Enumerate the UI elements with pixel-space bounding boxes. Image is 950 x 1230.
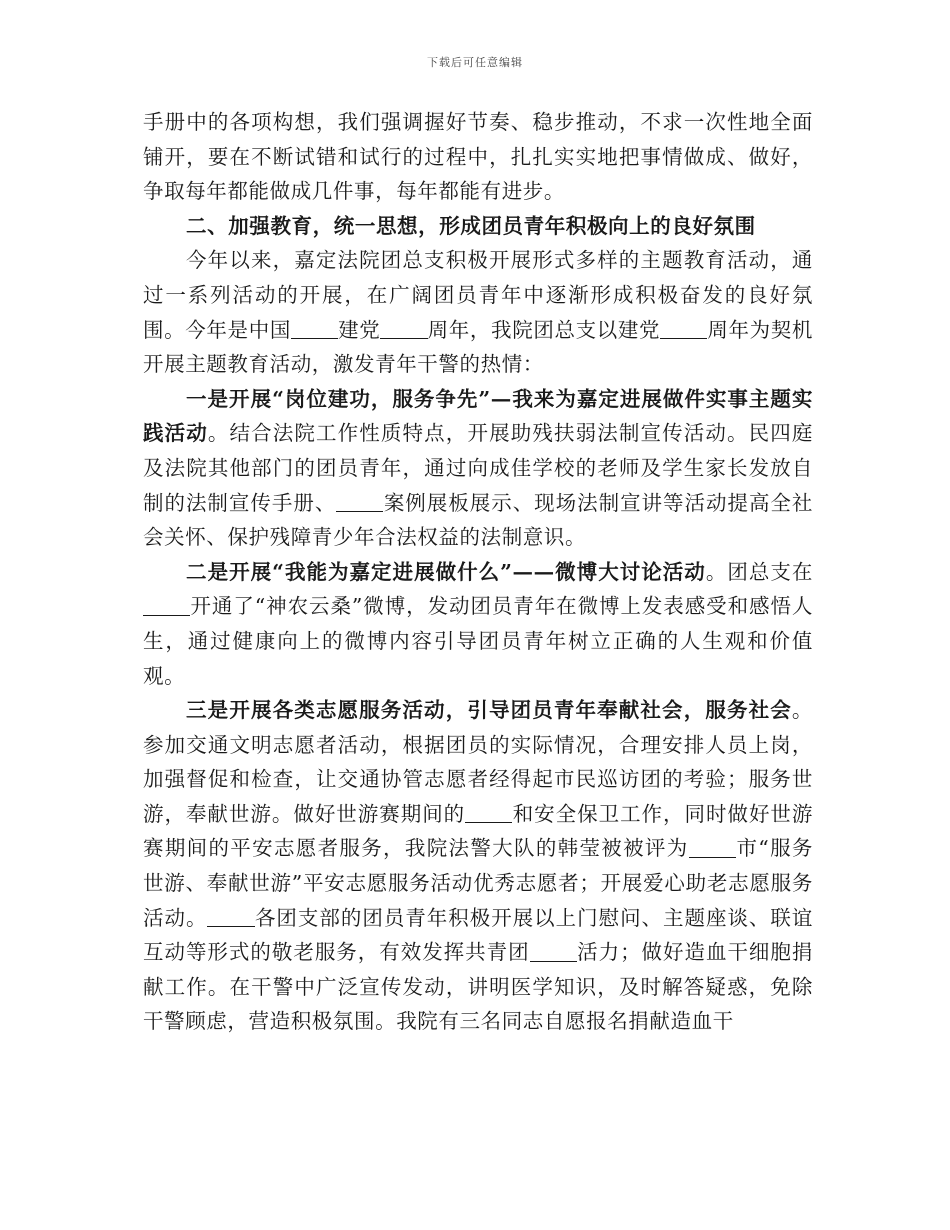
blank-line bbox=[660, 318, 707, 340]
text-run: 各团支部的团员青年积极开展以上门慰问、主题座谈、联谊互动等形式的敬老服务，有效发挥共青团 bbox=[143, 905, 813, 965]
text-run: 。团总支在 bbox=[705, 559, 813, 584]
blank-line bbox=[530, 940, 577, 962]
blank-line bbox=[143, 594, 190, 616]
text-run: 周年为契机开展主题教育活动，激发青年干警的热情： bbox=[143, 317, 814, 377]
blank-line bbox=[689, 836, 736, 858]
text-run: 建党 bbox=[338, 317, 381, 342]
text-run: 开通了“神农云桑”微博，发动团员青年在微博上发表感受和感悟人生，通过健康向上的微博内容引导团员青年树立正确的人生观和价值观。 bbox=[143, 594, 813, 688]
paragraph-theme-education bbox=[143, 243, 813, 381]
paragraph-activity-3 bbox=[143, 693, 813, 1039]
blank-line bbox=[380, 318, 427, 340]
text-run: 案例展板展示、现场法制宣讲等活动提高全社会关怀、保护残障青少年合法权益的法制意识。 bbox=[143, 490, 814, 550]
activity-title-1: 一是开展“岗位建功，服务争先”—我来为嘉定进展做件实事主题实践活动 bbox=[143, 386, 813, 446]
section-heading-2: 二、加强教育，统一思想，形成团员青年积极向上的良好氛围 bbox=[186, 213, 756, 238]
document-body bbox=[143, 105, 813, 1039]
activity-title-2: 二是开展“我能为嘉定进展做什么”——微博大讨论活动 bbox=[186, 559, 706, 584]
blank-line bbox=[207, 906, 254, 928]
text-run: 和安全保卫工作，同时做好世游赛期间的平安志愿者服务，我院法警大队的韩莹被被评为 bbox=[143, 801, 813, 861]
text-run: 活力；做好造血干细胞捐献工作。在干警中广泛宣传发动，讲明医学知识，及时解答疑惑，免除干警顾虑，营造积极氛围。我院有三名同志自愿报名捐献造血干 bbox=[143, 940, 813, 1034]
activity-title-3: 三是开展各类志愿服务活动，引导团员青年奉献社会，服务社会 bbox=[186, 698, 792, 723]
text-run: 市“服务世游、奉献世游”平安志愿服务活动优秀志愿者；开展爱心助老志愿服务活动。 bbox=[143, 836, 813, 930]
paragraph-continuation: 手册中的各项构想，我们强调握好节奏、稳步推动，不求一次性地全面铺开，要在不断试错和试行的过程中，扎扎实实地把事情做成、做好，争取每年都能做成几件事，每年都能有进步。 bbox=[143, 110, 813, 204]
blank-line bbox=[291, 318, 338, 340]
blank-line bbox=[336, 490, 383, 512]
paragraph-activity-1 bbox=[143, 382, 813, 555]
text-run: 今年以来，嘉定法院团总支积极开展形式多样的主题教育活动，通过一系列活动的开展，在广阔团员青年中逐渐形成积极奋发的良好氛围。今年是中国 bbox=[143, 248, 813, 342]
paragraph-activity-2 bbox=[143, 555, 813, 693]
page-header: 下载后可任意编辑 bbox=[427, 56, 523, 69]
text-run: 。参加交通文明志愿者活动，根据团员的实际情况，合理安排人员上岗，加强督促和检查，让交通协管志愿者经得起市民巡访团的考验；服务世游，奉献世游。做好世游赛期间的 bbox=[143, 698, 813, 826]
text-run: 。结合法院工作性质特点，开展助残扶弱法制宣传活动。民四庭及法院其他部门的团员青年，通过向成佳学校的老师及学生家长发放自制的法制宣传手册、 bbox=[143, 421, 813, 515]
blank-line bbox=[465, 802, 512, 824]
text-run: 周年，我院团总支以建党 bbox=[427, 317, 661, 342]
